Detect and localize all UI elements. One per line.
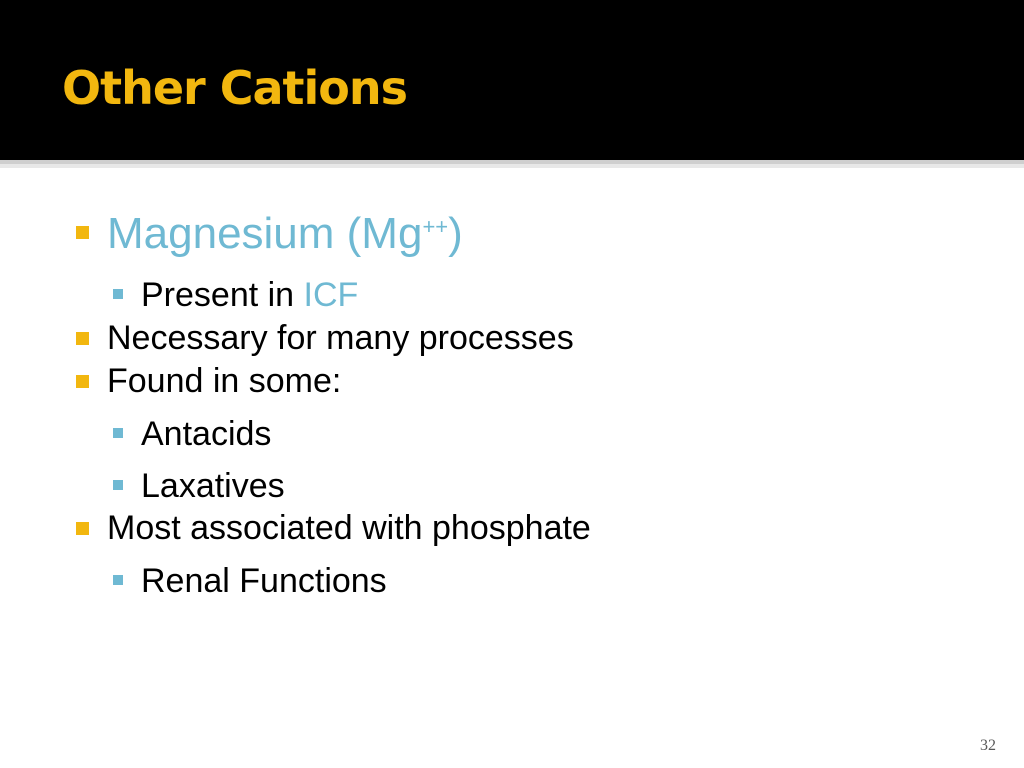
sub-bullet-antacids: Antacids (141, 415, 272, 453)
sub-bullet-square-icon (113, 428, 123, 438)
sub-bullet-present-in-icf (141, 275, 358, 315)
bullet-square-icon (76, 332, 89, 345)
sub-bullet-renal-functions: Renal Functions (141, 562, 387, 600)
bullet-necessary: Necessary for many processes (107, 319, 574, 357)
title-bar (0, 0, 1024, 160)
icf-highlight: ICF (303, 276, 359, 314)
sub-bullet-laxatives: Laxatives (141, 467, 285, 505)
sub-bullet-square-icon (113, 289, 123, 299)
bullet-square-icon (76, 226, 89, 239)
bullet-magnesium-text: Magnesium (Mg (107, 209, 423, 258)
title-divider-shadow (0, 164, 1024, 168)
bullet-magnesium (107, 208, 463, 260)
bullet-most-associated: Most associated with phosphate (107, 509, 591, 547)
slide-title: Other Cations (62, 61, 408, 115)
sub-bullet-prefix: Present in (141, 276, 304, 314)
sub-bullet-square-icon (113, 575, 123, 585)
sub-bullet-square-icon (113, 480, 123, 490)
bullet-magnesium-close: ) (448, 209, 463, 258)
charge-superscript: ++ (422, 214, 449, 239)
bullet-square-icon (76, 522, 89, 535)
bullet-found-in-some: Found in some: (107, 362, 342, 400)
bullet-square-icon (76, 375, 89, 388)
page-number: 32 (980, 737, 996, 754)
